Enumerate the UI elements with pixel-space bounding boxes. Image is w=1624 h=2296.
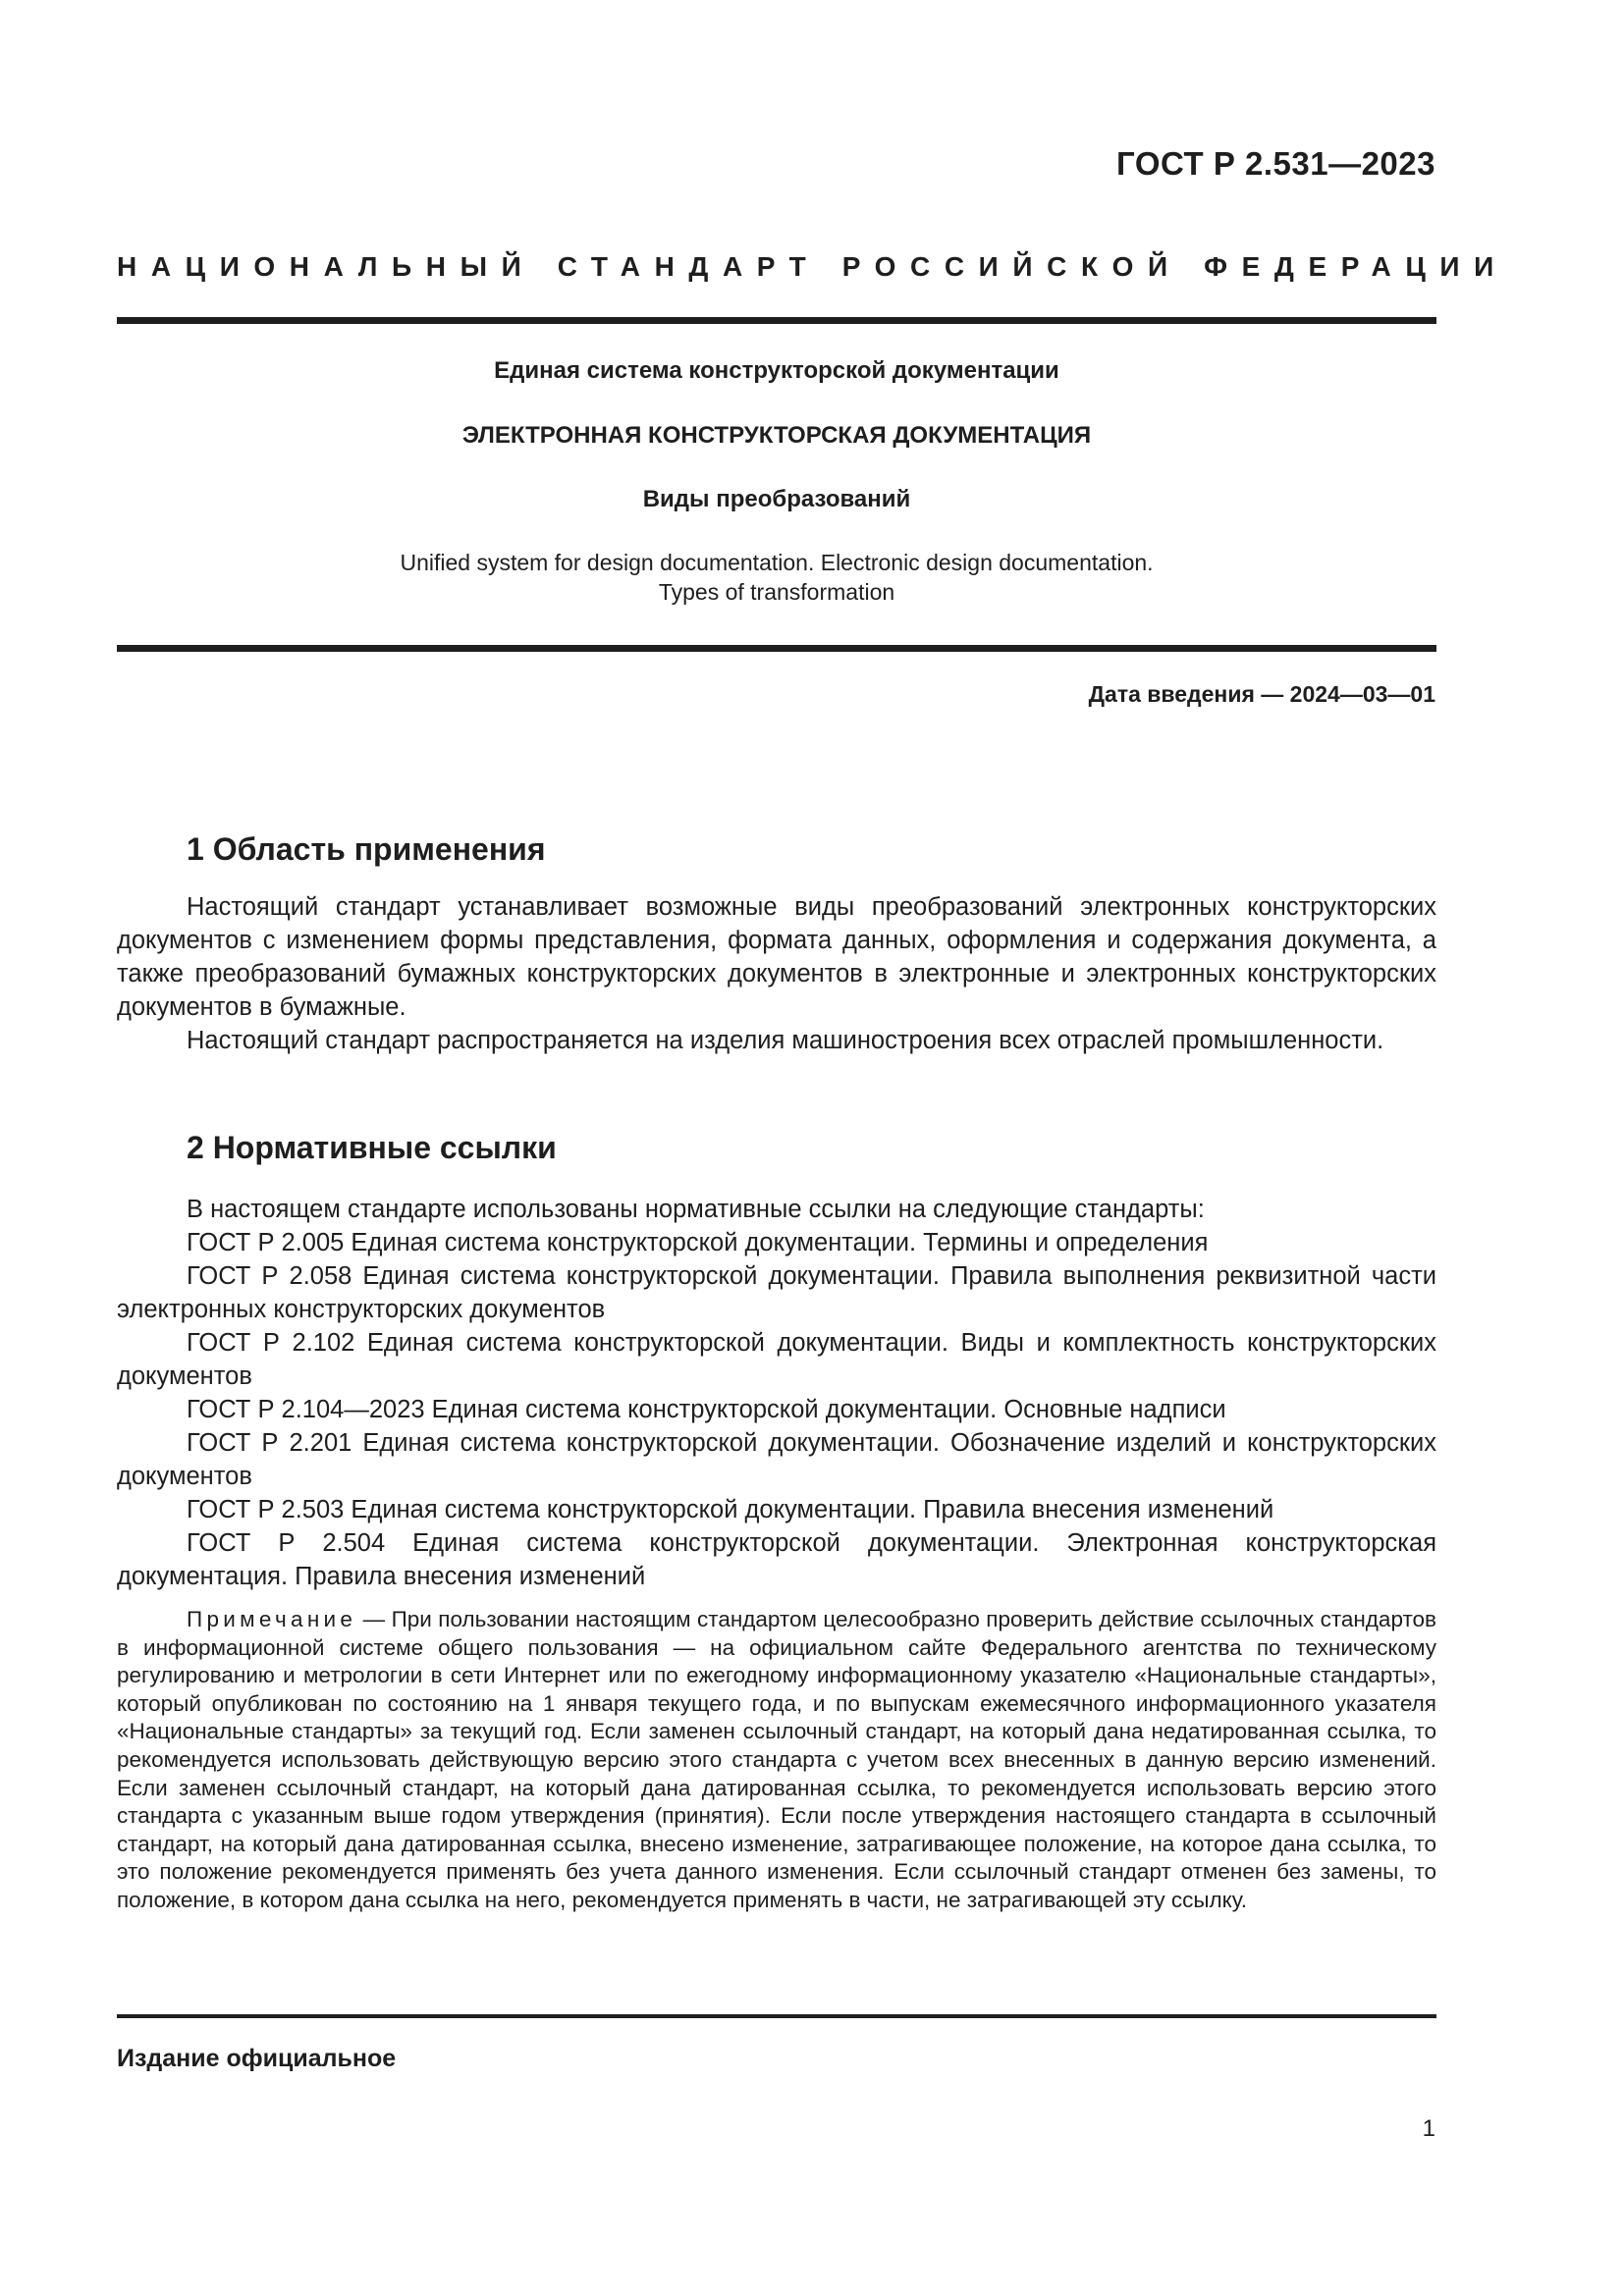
reference-item: ГОСТ Р 2.503 Единая система конструкторской документации. Правила внесения изменений: [187, 1496, 1274, 1523]
reference-item: ГОСТ Р 2.201 Единая система конструкторской документации. Обозначение изделий и конструкторских документов: [117, 1429, 1436, 1490]
reference-item: ГОСТ Р 2.104—2023 Единая система конструкторской документации. Основные надписи: [187, 1396, 1226, 1423]
section-1-paragraph-1: [117, 890, 1436, 1024]
section-2-body: [117, 1193, 1436, 1593]
section-2-heading: 2 Нормативные ссылки: [187, 1130, 557, 1165]
edition-label: Издание официальное: [117, 2045, 397, 2072]
system-title: Единая система конструкторской документации: [494, 357, 1059, 384]
references-note: [117, 1606, 1436, 1915]
english-title-line-1: Unified system for design documentation. Electronic design documentation.: [400, 550, 1154, 575]
section-1-paragraph-2: [117, 1024, 1436, 1057]
top-divider: [117, 317, 1436, 324]
title-divider: [117, 645, 1436, 652]
english-title-line-2: Types of transformation: [658, 579, 895, 605]
footer-divider: [117, 2014, 1436, 2018]
main-title: ЭЛЕКТРОННАЯ КОНСТРУКТОРСКАЯ ДОКУМЕНТАЦИЯ: [461, 422, 1092, 449]
references-intro: В настоящем стандарте использованы нормативные ссылки на следующие стандарты:: [187, 1196, 1205, 1223]
note-label: Примечание: [187, 1607, 357, 1631]
reference-item: ГОСТ Р 2.504 Единая система конструкторской документации. Электронная конструкторская документация. Правила внесения изменений: [117, 1529, 1436, 1590]
reference-item: ГОСТ Р 2.102 Единая система конструкторской документации. Виды и комплектность конструкторских документов: [117, 1329, 1436, 1390]
reference-item: ГОСТ Р 2.058 Единая система конструкторской документации. Правила выполнения реквизитной части электронных конструкторских документов: [117, 1262, 1436, 1323]
page-number: 1: [1422, 2115, 1435, 2142]
english-title: [117, 548, 1436, 607]
paragraph-text: Настоящий стандарт устанавливает возможные виды преобразований электронных конструкторских документов с изменением формы представления, формата данных, оформления и содержания документа, а также преобразований бумажных конструкторских документов в электронные и электронных конструкторских документов в бумажные.: [117, 893, 1436, 1021]
note-text: — При пользовании настоящим стандартом целесообразно проверить действие ссылочных стандартов в информационной системе общего пользования — на официальном сайте Федерального агентства по техническому регулированию и метрологии в сети Интернет или по ежегодному информационному указателю «Национальные стандарты», который опубликован по состоянию на 1 января текущего года, и по выпускам ежемесячного информационного указателя «Национальные стандарты» за текущий год. Если заменен ссылочный стандарт, на который дана недатированная ссылка, то рекомендуется использовать действующую версию этого стандарта с учетом всех внесенных в данную версию изменений. Если заменен ссылочный стандарт, на который дана датированная ссылка, то рекомендуется использовать версию этого стандарта с указанным выше годом утверждения (принятия). Если после утверждения настоящего стандарта в ссылочный стандарт, на который дана датированная ссылка, внесено изменение, затрагивающее положение, на которое дана ссылка, то это положение рекомендуется применять без учета данного изменения. Если ссылочный стандарт отменен без замены, то положение, в котором дана ссылка на него, рекомендуется применять в части, не затрагивающей эту ссылку.: [117, 1607, 1436, 1912]
standard-banner: НАЦИОНАЛЬНЫЙ СТАНДАРТ РОССИЙСКОЙ ФЕДЕРАЦИИ: [117, 251, 1508, 282]
document-number: ГОСТ Р 2.531—2023: [1116, 145, 1435, 182]
section-1-heading: 1 Область применения: [187, 831, 546, 867]
introduction-date: Дата введения — 2024—03—01: [1088, 681, 1435, 707]
sub-title: Виды преобразований: [642, 486, 911, 512]
reference-item: ГОСТ Р 2.005 Единая система конструкторской документации. Термины и определения: [187, 1229, 1209, 1256]
paragraph-text: Настоящий стандарт распространяется на изделия машиностроения всех отраслей промышленности.: [187, 1027, 1384, 1054]
